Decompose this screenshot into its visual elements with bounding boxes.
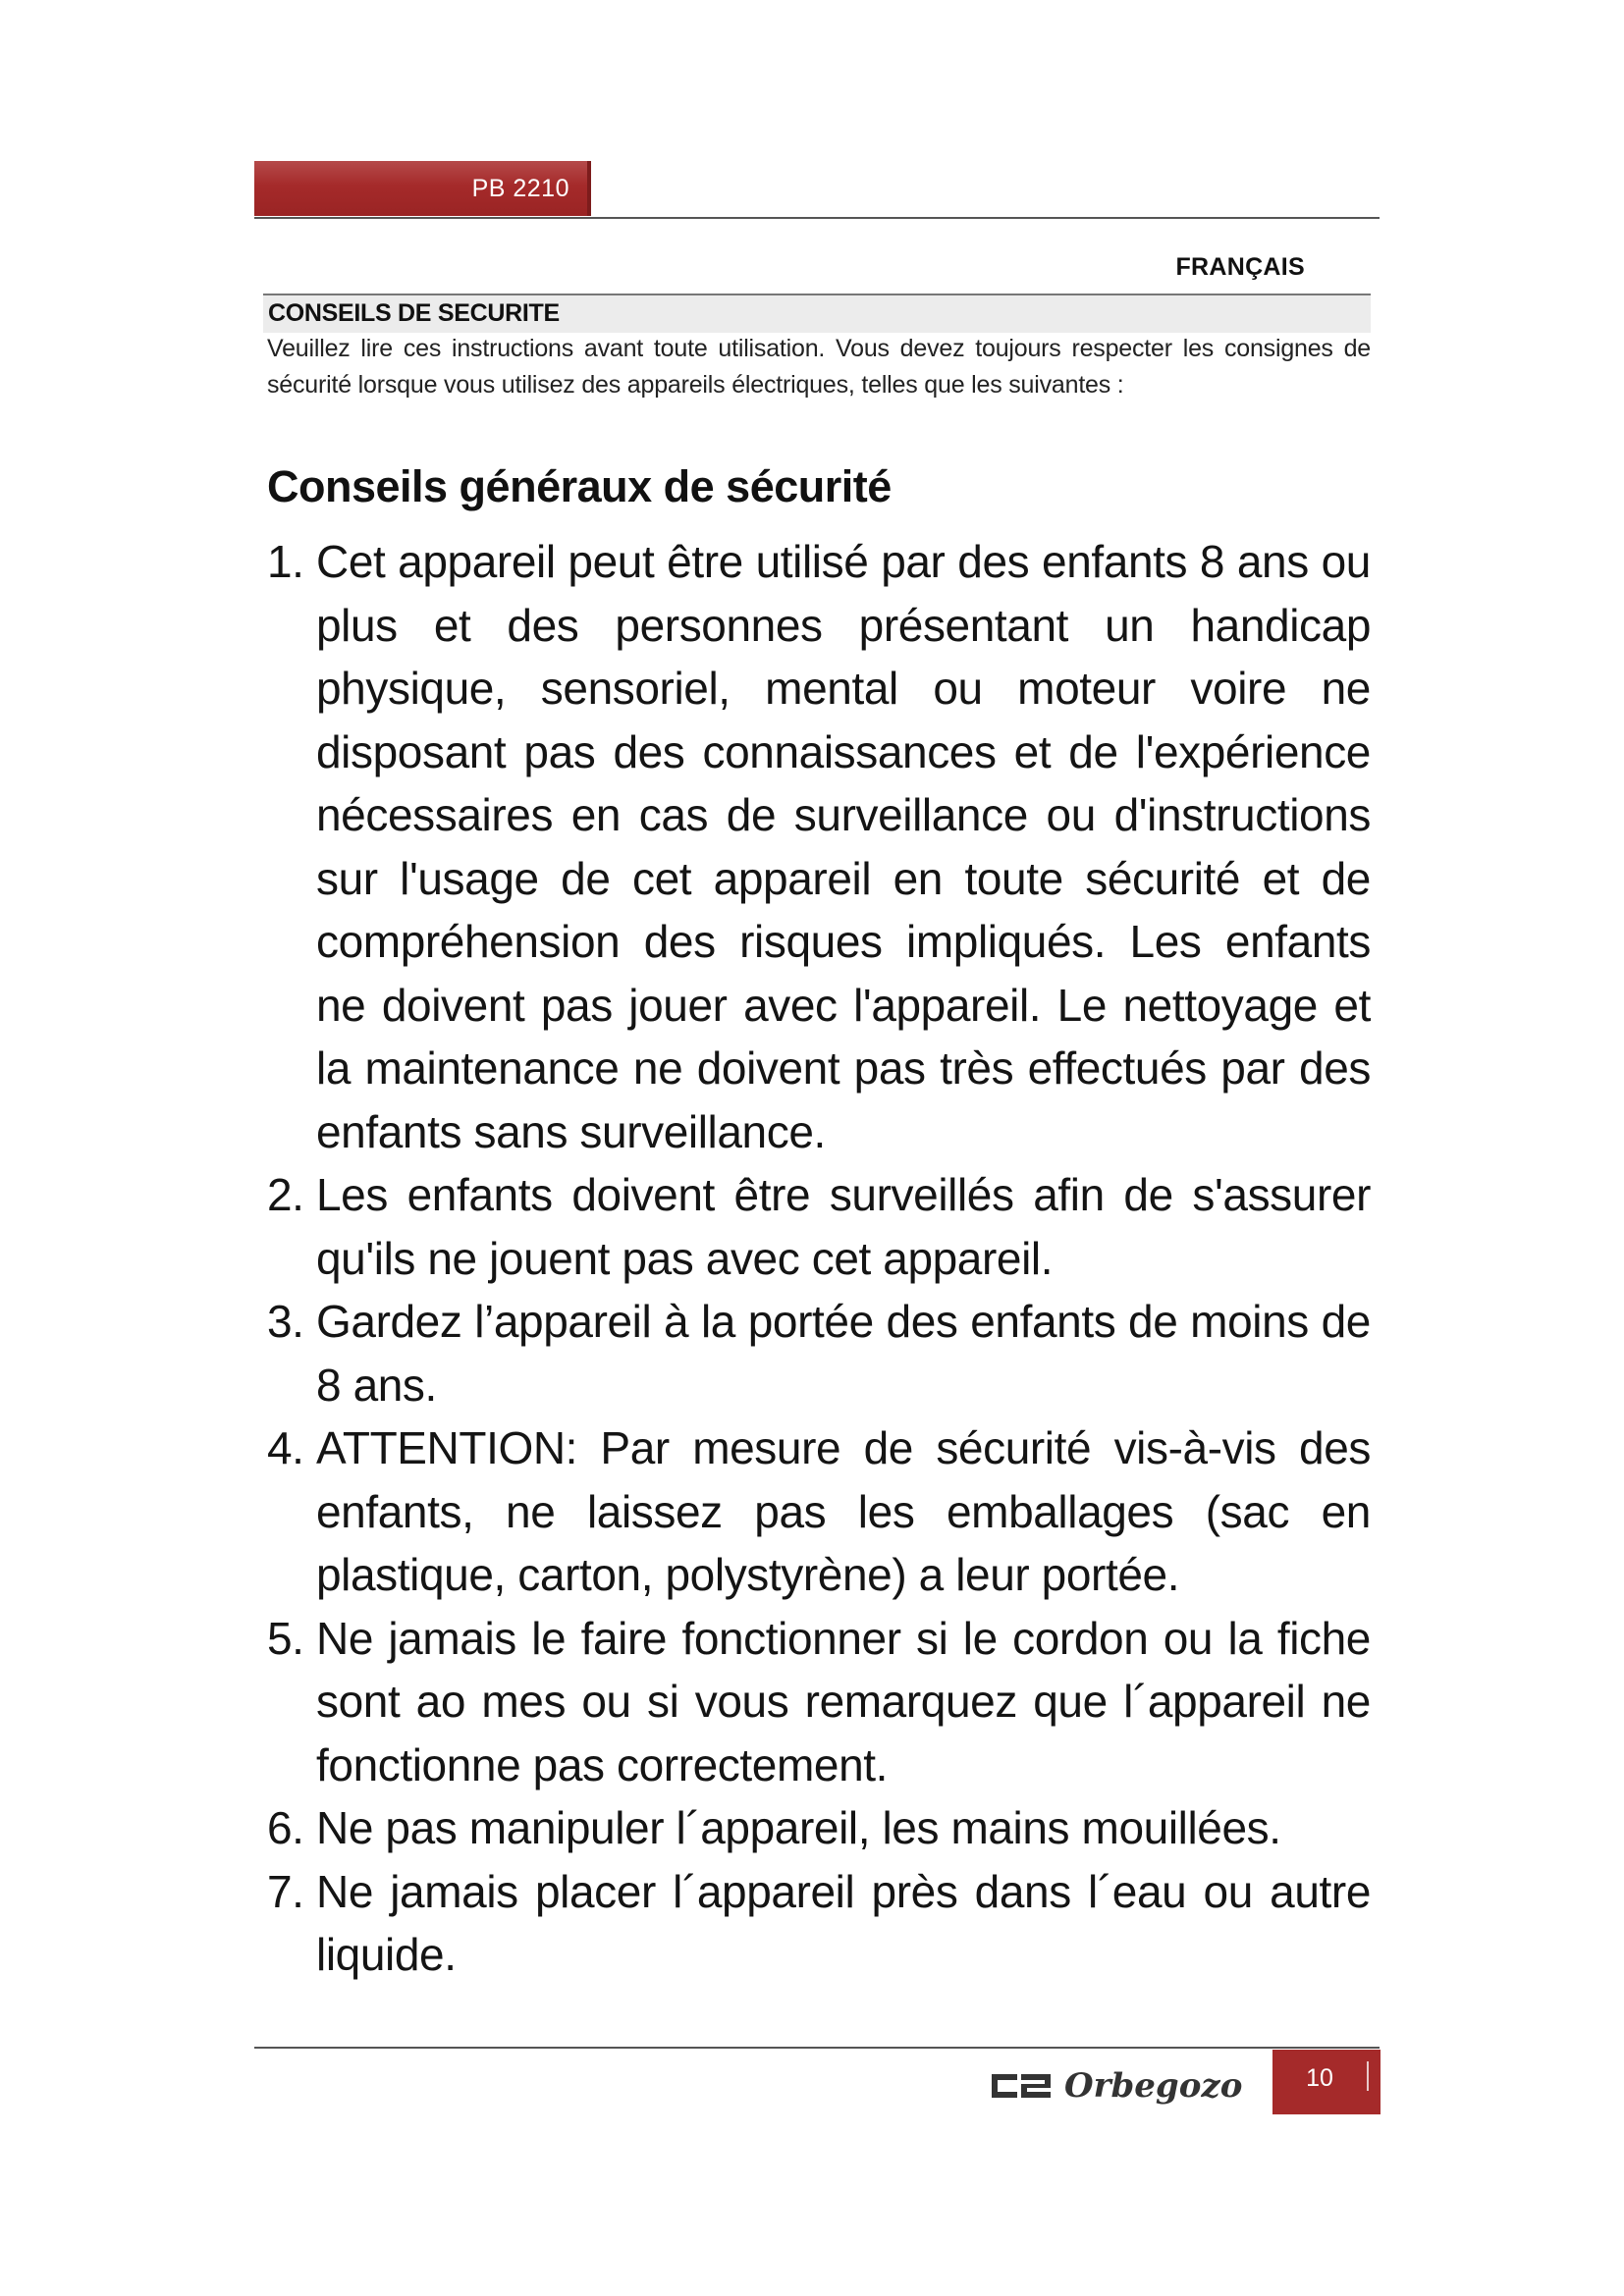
list-item bbox=[267, 1290, 1371, 1416]
item-number: 2. bbox=[267, 1169, 304, 1220]
page-box-divider bbox=[1367, 2061, 1369, 2091]
language-label: FRANÇAIS bbox=[1175, 253, 1305, 281]
page-number-box bbox=[1272, 2050, 1380, 2114]
list-item bbox=[267, 1416, 1371, 1607]
item-text: Les enfants doivent être surveillés afin de s'assurer qu'ils ne jouent pas avec cet appareil. bbox=[316, 1169, 1371, 1284]
list-item bbox=[267, 530, 1371, 1163]
header-model-tab bbox=[254, 161, 591, 216]
item-number: 7. bbox=[267, 1865, 304, 1917]
intro-paragraph: Veuillez lire ces instructions avant toute utilisation. Vous devez toujours respecter les consignes de sécurité lorsque vous utilisez des appareils électriques, telles que les suivantes : bbox=[267, 335, 1371, 399]
item-text: Ne pas manipuler l´appareil, les mains mouillées. bbox=[316, 1802, 1281, 1853]
list-item bbox=[267, 1796, 1371, 1860]
model-label: PB 2210 bbox=[471, 175, 569, 202]
brand-name: Orbegozo bbox=[1064, 2066, 1243, 2106]
item-number: 3. bbox=[267, 1296, 304, 1347]
safety-list bbox=[267, 530, 1371, 1987]
item-number: 6. bbox=[267, 1802, 304, 1853]
main-heading: Conseils généraux de sécurité bbox=[267, 461, 892, 511]
item-text: Ne jamais le faire fonctionner si le cordon ou la fiche sont ao mes ou si vous remarquez que l´appareil ne fonctionne pas correctement. bbox=[316, 1612, 1371, 1790]
brand-mark-icon bbox=[992, 2070, 1051, 2102]
header-rule bbox=[254, 217, 1380, 219]
section-title-bar bbox=[263, 294, 1371, 333]
section-title: CONSEILS DE SECURITE bbox=[268, 299, 560, 327]
item-text: Ne jamais placer l´appareil près dans l´eau ou autre liquide. bbox=[316, 1865, 1371, 1980]
list-item bbox=[267, 1860, 1371, 1987]
item-text: ATTENTION: Par mesure de sécurité vis-à-vis des enfants, ne laissez pas les emballages (sac en plastique, carton, polystyrène) a leur portée. bbox=[316, 1422, 1371, 1600]
list-item bbox=[267, 1163, 1371, 1290]
item-number: 1. bbox=[267, 536, 304, 587]
footer-rule bbox=[254, 2047, 1380, 2049]
item-number: 4. bbox=[267, 1422, 304, 1473]
item-text: Cet appareil peut être utilisé par des enfants 8 ans ou plus et des personnes présentant un handicap physique, sensoriel, mental ou moteur voire ne disposant pas des connaissances et de l'expérience nécessaires en cas de surveillance ou d'instructions sur l'usage de cet appareil en toute sécurité et de compréhension des risques impliqués. Les enfants ne doivent pas jouer avec l'appareil. Le nettoyage et la maintenance ne doivent pas très effectués par des enfants sans surveillance. bbox=[316, 536, 1371, 1157]
item-text: Gardez l’appareil à la portée des enfants de moins de 8 ans. bbox=[316, 1296, 1371, 1411]
list-item bbox=[267, 1607, 1371, 1797]
item-number: 5. bbox=[267, 1612, 304, 1664]
page-number: 10 bbox=[1306, 2064, 1333, 2092]
brand-logo bbox=[992, 2061, 1257, 2110]
